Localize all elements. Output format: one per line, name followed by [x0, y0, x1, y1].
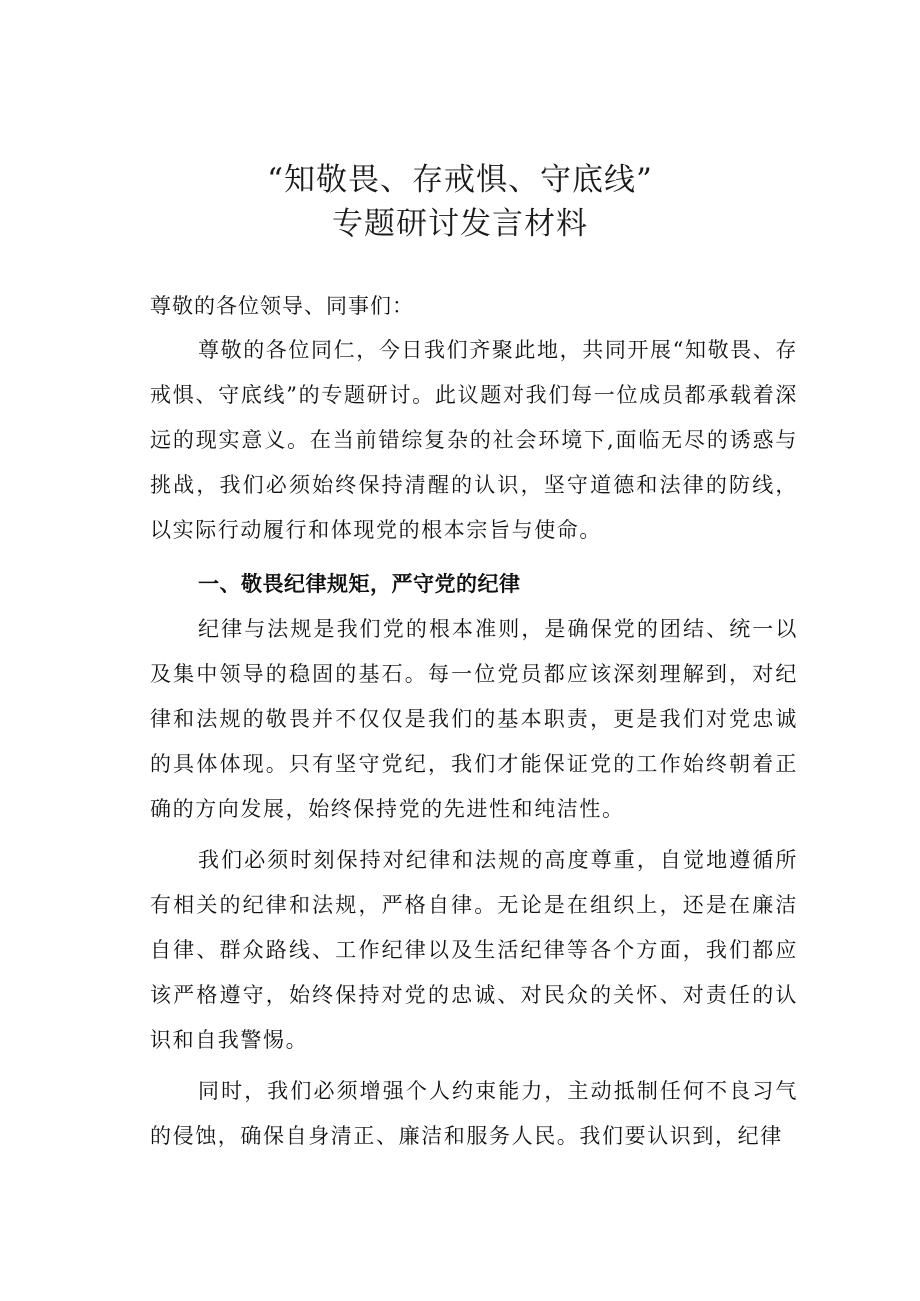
section-heading: 一、敬畏纪律规矩，严守党的纪律: [198, 572, 521, 596]
intro-paragraph: 尊敬的各位同仁，今日我们齐聚此地，共同开展“知敬畏、存戒惧、守底线”的专题研讨。此议题对我们每一位成员都承载着深远的现实意义。在当前错综复杂的社会环境下,面临无尽的诱惑与挑战，我们必须始终保持清醒的认识，坚守道德和法律的防线，以实际行动履行和体现党的根本宗旨与使命。: [150, 338, 798, 542]
section-paragraph: 纪律与法规是我们党的根本准则，是确保党的团结、统一以及集中领导的稳固的基石。每一位党员都应该深刻理解到，对纪律和法规的敬畏并不仅仅是我们的基本职责，更是我们对党忠诚的具体体现。只有坚守党纪，我们才能保证党的工作始终朝着正确的方向发展，始终保持党的先进性和纯洁性。: [150, 617, 798, 821]
salutation: 尊敬的各位领导、同事们：: [150, 294, 414, 318]
document-title: [0, 158, 920, 246]
section-paragraph: 同时，我们必须增强个人约束能力，主动抵制任何不良习气的侵蚀，确保自身清正、廉洁和服务人民。我们要认识到，纪律: [150, 1079, 798, 1148]
document-body: [150, 284, 798, 1159]
section-paragraph: 我们必须时刻保持对纪律和法规的高度尊重，自觉地遵循所有相关的纪律和法规，严格自律。无论是在组织上，还是在廉洁自律、群众路线、工作纪律以及生活纪律等各个方面，我们都应该严格遵守，始终保持对党的忠诚、对民众的关怀、对责任的认识和自我警惕。: [150, 848, 798, 1052]
title-line-1: “知敬畏、存戒惧、守底线”: [267, 162, 653, 198]
title-line-2: 专题研讨发言材料: [332, 206, 588, 242]
